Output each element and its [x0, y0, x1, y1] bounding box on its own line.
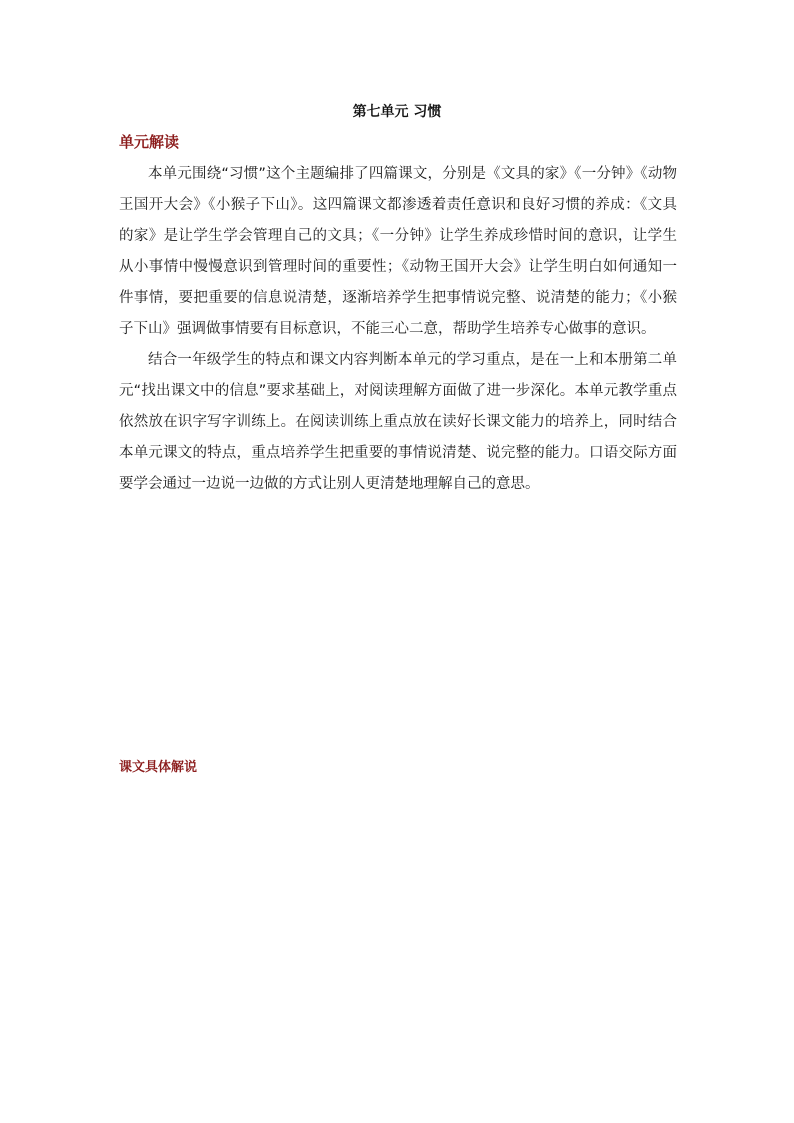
- lesson-explanation-heading: 课文具体解说: [119, 760, 198, 775]
- paragraph: 本单元围绕“习惯”这个主题编排了四篇课文，分别是《文具的家》《一分钟》《动物王国开大会》《小猴子下山》。这四篇课文都渗透着责任意识和良好习惯的养成：《文具的家》是让学生学会管理自己的文具；《一分钟》让学生养成珍惜时间的意识，让学生从小事情中慢慢意识到管理时间的重要性；《动物王国开大会》让学生明白如何通知一件事情，要把重要的信息说清楚，逐渐培养学生把事情说完整、说清楚的能力；《小猴子下山》强调做事情要有目标意识，不能三心二意，帮助学生培养专心做事的意识。: [119, 166, 677, 337]
- unit-reading-heading: 单元解读: [119, 133, 180, 151]
- document-title: 第七单元 习惯: [352, 104, 442, 120]
- paragraph: 结合一年级学生的特点和课文内容判断本单元的学习重点，是在一上和本册第二单元“找出课文中的信息”要求基础上，对阅读理解方面做了进一步深化。本单元教学重点依然放在识字写字训练上。在阅读训练上重点放在读好长课文能力的培养上，同时结合本单元课文的特点，重点培养学生把重要的事情说清楚、说完整的能力。口语交际方面要学会通过一边说一边做的方式让别人更清楚地理解自己的意思。: [119, 352, 677, 492]
- unit-reading-body: [119, 159, 677, 500]
